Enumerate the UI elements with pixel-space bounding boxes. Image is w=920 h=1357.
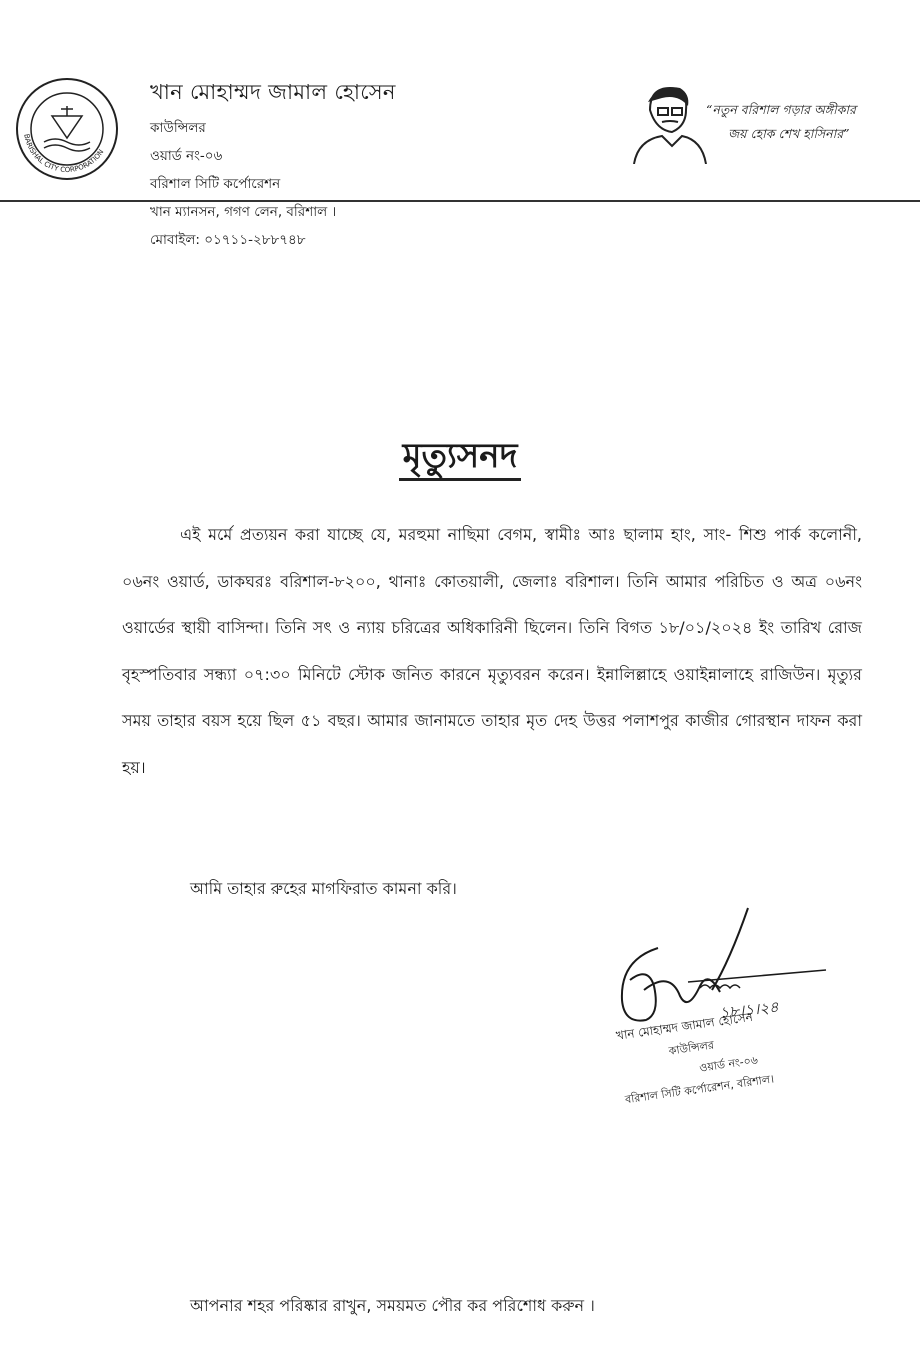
signatory-ward: ওয়ার্ড নং-০৬: [698, 1053, 759, 1075]
slogan-line-1: “নতুন বরিশাল গড়ার অঙ্গীকার: [706, 102, 856, 117]
city-corporation-seal-icon: [14, 76, 120, 182]
slogan-line-2: জয় হোক শেখ হাসিনার”: [728, 126, 850, 141]
slogan: [706, 98, 916, 146]
office-address: খান ম্যানসন, গগণ লেন, বরিশাল ।: [150, 204, 337, 220]
ward-number: ওয়ার্ড নং-০৬: [150, 148, 223, 164]
signature-date: ১৮।১।২৪: [718, 997, 780, 1022]
header-divider: [0, 200, 920, 202]
svg-text:BARISHAL CITY CORPORATION: BARISHAL CITY CORPORATION: [22, 133, 106, 175]
title-text: মৃত্যুসনদ: [399, 436, 522, 481]
letterhead: [150, 76, 396, 257]
portrait-icon: [628, 80, 708, 164]
councillor-name: খান মোহাম্মদ জামাল হোসেন: [150, 80, 396, 104]
footer-note: আপনার শহর পরিষ্কার রাখুন, সময়মত পৌর কর পরিশোধ করুন ।: [190, 1296, 595, 1315]
signatory-name: খান মোহাম্মদ জামাল হোসেন: [615, 1009, 754, 1043]
signatory-organization: বরিশাল সিটি কর্পোরেশন, বরিশাল।: [624, 1072, 775, 1107]
certificate-body: এই মর্মে প্রত্যয়ন করা যাচ্ছে যে, মরহুমা নাছিমা বেগম, স্বামীঃ আঃ ছালাম হাং, সাং- শিশু পার্ক কলোনী, ০৬নং ওয়ার্ড, ডাকঘরঃ বরিশাল-৮২০০, থানাঃ কোতয়ালী, জেলাঃ বরিশাল। তিনি আমার পরিচিত ও অত্র ০৬নং ওয়ার্ডের স্থায়ী বাসিন্দা। তিনি সৎ ও ন্যায় চরিত্রের অধিকারিনী ছিলেন। তিনি বিগত ১৮/০১/২০২৪ ইং তারিখ রোজ বৃহস্পতিবার সন্ধ্যা ০৭:৩০ মিনিটে স্টোক জনিত কারনে মৃত্যুবরন করেন। ইন্নালিল্লাহে ওয়াইন্নালাহে রাজিউন। মৃত্যুর সময় তাহার বয়স হয়ে ছিল ৫১ বছর। আমার জানামতে তাহার মৃত দেহ উত্তর পলাশপুর কাজীর গোরস্থান দাফন করা হয়।: [122, 525, 862, 777]
condolence-line: আমি তাহার রুহের মাগফিরাত কামনা করি।: [190, 879, 457, 898]
councillor-designation: কাউন্সিলর: [150, 120, 206, 136]
organization-name: বরিশাল সিটি কর্পোরেশন: [150, 176, 281, 192]
signatory-designation: কাউন্সিলর: [667, 1038, 715, 1058]
mobile-number: মোবাইল: ০১৭১১-২৮৮৭৪৮: [150, 232, 306, 248]
document-title: [0, 430, 920, 487]
